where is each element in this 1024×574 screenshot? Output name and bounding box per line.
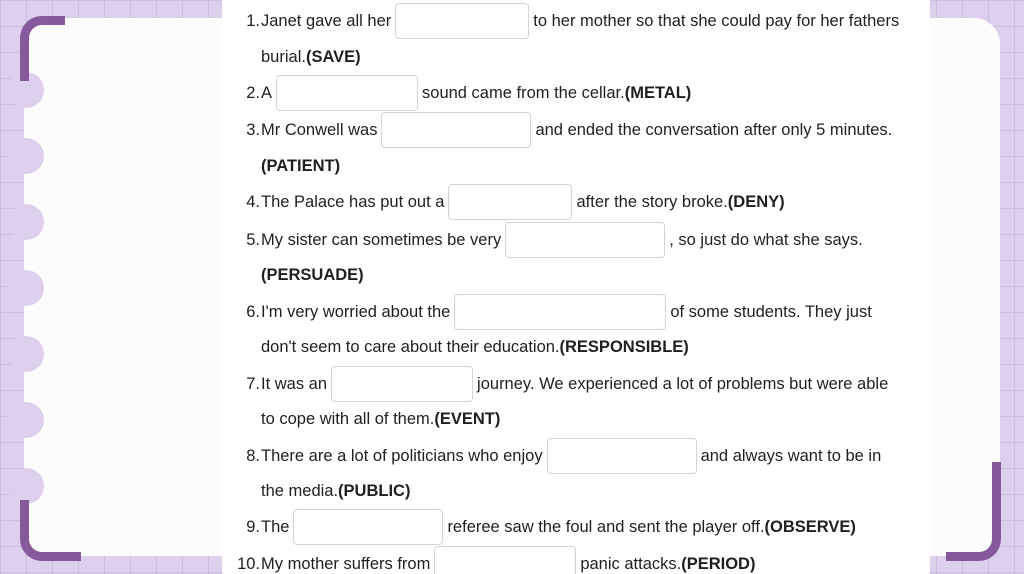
scallop-decoration xyxy=(8,336,44,372)
item-text-before: The xyxy=(261,517,290,536)
item-number: 10. xyxy=(237,554,260,573)
item-text-before: I'm very worried about the xyxy=(261,302,451,321)
exercise-item-1 xyxy=(222,3,899,39)
word-cue: (RESPONSIBLE) xyxy=(559,337,689,356)
item-text-continued: burial. xyxy=(261,47,306,66)
item-number: 7. xyxy=(246,374,260,393)
word-cue: (PERIOD) xyxy=(681,554,756,573)
item-text-after: and ended the conversation after only 5 minutes. xyxy=(535,120,893,139)
word-cue: (PATIENT) xyxy=(261,156,341,175)
answer-blank[interactable] xyxy=(331,366,473,402)
answer-blank[interactable] xyxy=(276,75,418,111)
exercise-item-7-line-2 xyxy=(261,401,500,437)
word-cue: (EVENT) xyxy=(434,409,501,428)
answer-blank[interactable] xyxy=(381,112,531,148)
item-text-after: journey. We experienced a lot of problems but were able xyxy=(477,374,889,393)
item-text-after: referee saw the foul and sent the player off. xyxy=(447,517,765,536)
exercise-item-8 xyxy=(222,438,881,474)
answer-blank[interactable] xyxy=(505,222,665,258)
item-number: 3. xyxy=(246,120,260,139)
item-text-before: It was an xyxy=(261,374,328,393)
exercise-item-1-line-2 xyxy=(261,39,361,75)
exercise-item-5-line-2 xyxy=(261,257,364,293)
item-number: 1. xyxy=(246,11,260,30)
item-number: 2. xyxy=(246,83,260,102)
scallop-decoration xyxy=(8,270,44,306)
item-text-continued: to cope with all of them. xyxy=(261,409,435,428)
item-text-before: Janet gave all her xyxy=(261,11,392,30)
answer-blank[interactable] xyxy=(547,438,697,474)
item-text-before: My mother suffers from xyxy=(261,554,431,573)
scallop-decoration xyxy=(8,138,44,174)
item-text-after: , so just do what she says. xyxy=(669,230,863,249)
exercise-item-3 xyxy=(222,112,892,148)
item-number: 9. xyxy=(246,517,260,536)
exercise-item-6 xyxy=(222,294,872,330)
item-text-continued: the media. xyxy=(261,481,339,500)
exercise-item-3-line-2 xyxy=(261,148,340,184)
item-number: 4. xyxy=(246,192,260,211)
item-number: 8. xyxy=(246,446,260,465)
word-cue: (SAVE) xyxy=(305,47,361,66)
corner-bracket-bottom-left xyxy=(20,500,81,561)
item-text-after: sound came from the cellar. xyxy=(422,83,625,102)
corner-bracket-top-left xyxy=(20,16,65,81)
item-text-after: to her mother so that she could pay for her fathers xyxy=(533,11,900,30)
answer-blank[interactable] xyxy=(448,184,572,220)
item-text-before: There are a lot of politicians who enjoy xyxy=(261,446,543,465)
exercise-item-10 xyxy=(222,546,755,574)
answer-blank[interactable] xyxy=(293,509,443,545)
exercise-item-8-line-2 xyxy=(261,473,410,509)
exercise-item-2 xyxy=(222,75,691,111)
scallop-decoration xyxy=(8,204,44,240)
item-text-before: The Palace has put out a xyxy=(261,192,445,211)
item-text-after: panic attacks. xyxy=(580,554,682,573)
item-text-before: My sister can sometimes be very xyxy=(261,230,502,249)
exercise-item-4 xyxy=(222,184,785,220)
exercise-item-7 xyxy=(222,366,888,402)
word-cue: (DENY) xyxy=(727,192,785,211)
word-cue: (PUBLIC) xyxy=(338,481,411,500)
corner-bracket-bottom-right xyxy=(946,462,1001,561)
item-number: 5. xyxy=(246,230,260,249)
word-cue: (OBSERVE) xyxy=(764,517,856,536)
item-text-continued: don't seem to care about their education. xyxy=(261,337,560,356)
item-text-before: Mr Conwell was xyxy=(261,120,378,139)
answer-blank[interactable] xyxy=(454,294,666,330)
word-cue: (PERSUADE) xyxy=(261,265,364,284)
item-number: 6. xyxy=(246,302,260,321)
exercise-item-9 xyxy=(222,509,856,545)
exercise-item-6-line-2 xyxy=(261,329,689,365)
answer-blank[interactable] xyxy=(434,546,576,574)
word-cue: (METAL) xyxy=(624,83,692,102)
item-text-before: A xyxy=(261,83,273,102)
item-text-after: of some students. They just xyxy=(670,302,872,321)
scallop-decoration xyxy=(8,402,44,438)
scallop-decoration xyxy=(8,468,44,504)
item-text-after: and always want to be in xyxy=(700,446,882,465)
item-text-after: after the story broke. xyxy=(576,192,728,211)
answer-blank[interactable] xyxy=(395,3,529,39)
exercise-item-5 xyxy=(222,222,863,258)
worksheet xyxy=(222,0,930,574)
